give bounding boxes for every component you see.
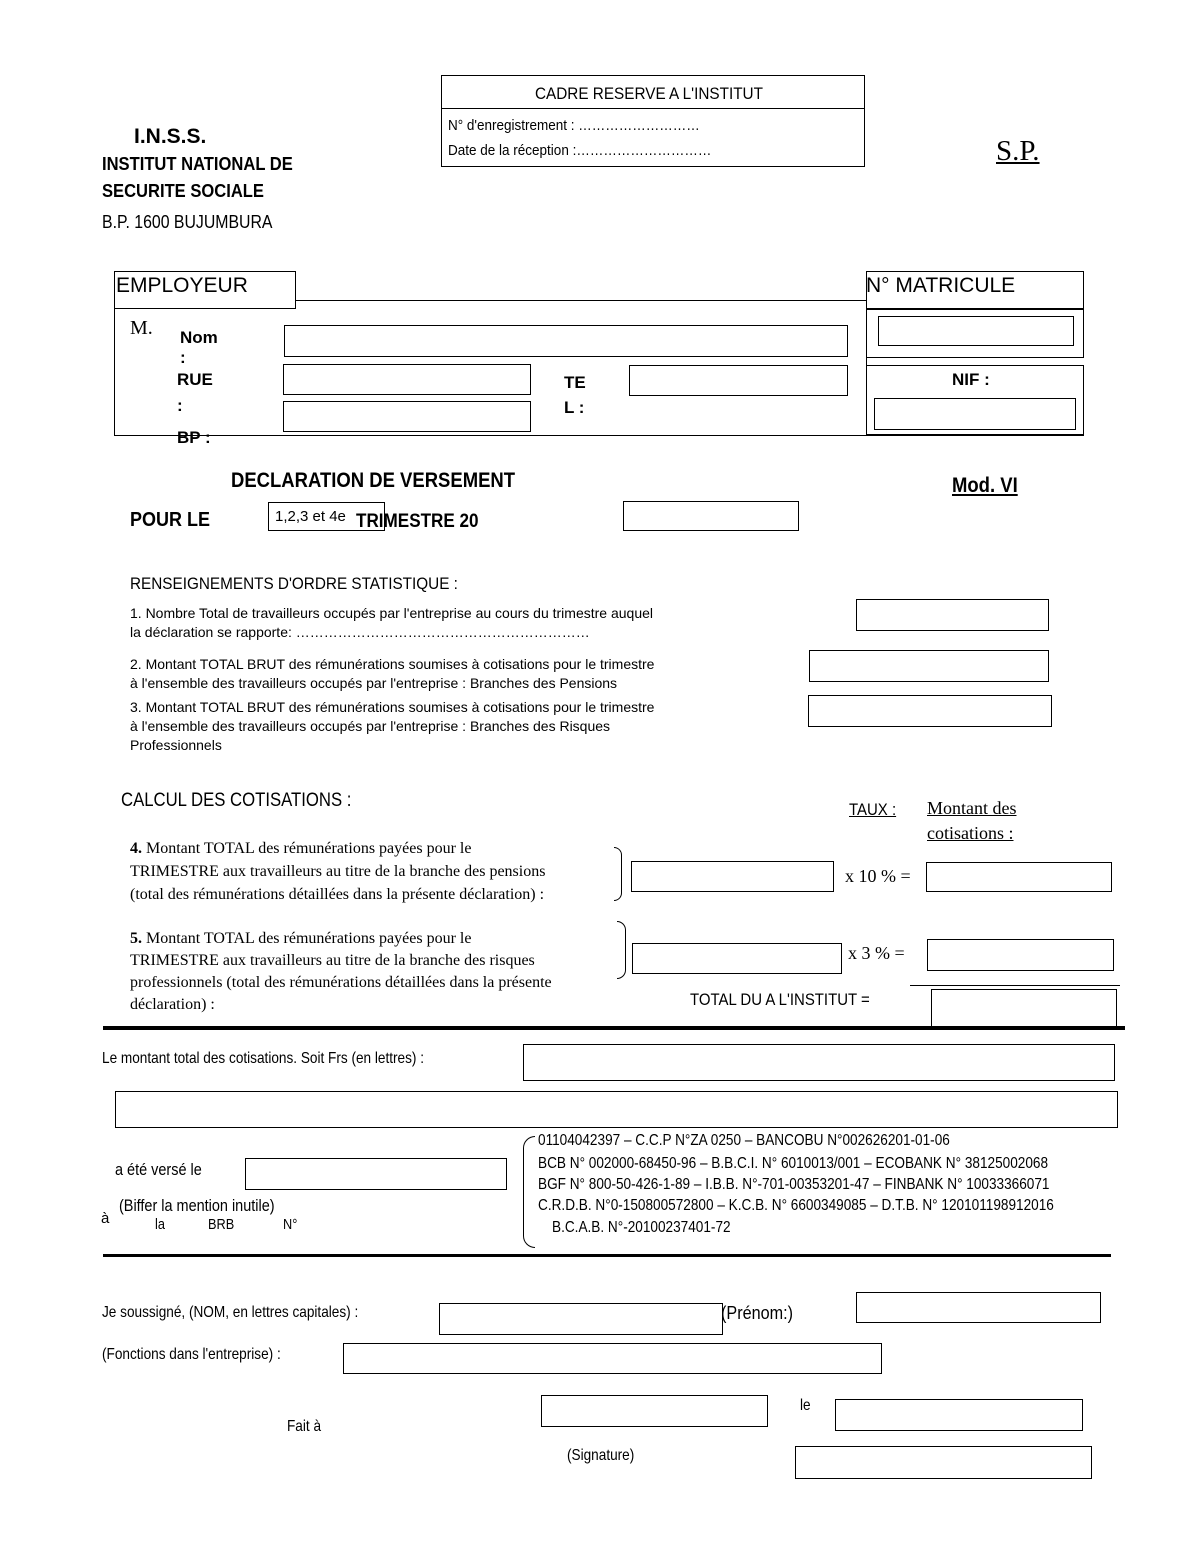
bank-brace <box>523 1136 535 1248</box>
pensions-remuneration-input[interactable] <box>631 861 834 892</box>
item5-line1 <box>130 929 471 948</box>
rate-heading: TAUX : <box>849 800 897 819</box>
stats-item3-line3: Professionnels <box>130 737 222 753</box>
gross-risks-input[interactable] <box>808 695 1052 727</box>
item4-line2: TRIMESTRE aux travailleurs au titre de la branche des pensions <box>130 863 546 880</box>
date-input[interactable] <box>835 1399 1083 1431</box>
item4-line3: (total des rémunérations détaillées dans la présente déclaration) : <box>130 886 545 903</box>
bank-line-5: B.C.A.B. N°-20100237401-72 <box>552 1219 731 1236</box>
year-input[interactable] <box>623 501 799 531</box>
item5-line4: déclaration) : <box>130 996 215 1013</box>
risks-remuneration-input[interactable] <box>632 943 842 974</box>
org-address: B.P. 1600 BUJUMBURA <box>102 212 273 232</box>
item5-line3: professionnels (total des rémunérations détaillées dans la présente <box>130 974 552 991</box>
nom-colon: : <box>180 348 186 367</box>
total-due-input[interactable] <box>931 989 1117 1027</box>
name-input[interactable] <box>439 1303 723 1335</box>
item5-text: Montant TOTAL des rémunérations payées pour le <box>142 930 472 947</box>
risks-contribution-input[interactable] <box>927 939 1114 971</box>
rue-label: RUE <box>177 370 213 389</box>
place-input[interactable] <box>541 1395 768 1427</box>
employer-left-line <box>114 309 115 435</box>
stats-item1-line1: 1. Nombre Total de travailleurs occupés par l'entreprise au cours du trimestre auquel <box>130 605 654 621</box>
paid-on-label: a été versé le <box>115 1160 202 1179</box>
signature-input[interactable] <box>795 1446 1092 1479</box>
quarter-value: 1,2,3 et 4e <box>275 508 346 525</box>
nom-label: Nom <box>180 328 218 347</box>
model-code: Mod. VI <box>952 474 1018 497</box>
item5-brace <box>617 921 626 979</box>
tel-label-1: TE <box>564 373 586 392</box>
amount-letters-label: Le montant total des cotisations. Soit Frs (en lettres) : <box>102 1050 425 1067</box>
org-name-line-1: INSTITUT NATIONAL DE <box>102 154 293 174</box>
section-divider-thick <box>103 1026 1125 1030</box>
section-divider-thick-2 <box>103 1254 1111 1257</box>
bank-line-4: C.R.D.B. N°0-150800572800 – K.C.B. N° 6600349085 – D.T.B. N° 120101198912016 <box>538 1197 1054 1214</box>
amount-letters-input-2[interactable] <box>115 1091 1118 1128</box>
rue-input[interactable] <box>283 364 531 395</box>
bank-line-2: BCB N° 002000-68450-96 – B.B.C.I. N° 6010013/001 – ECOBANK N° 38125002068 <box>538 1155 1049 1172</box>
item4-number: 4. <box>130 840 142 857</box>
la-label: la <box>155 1216 165 1233</box>
reception-date: Date de la réception :………………………… <box>448 142 712 159</box>
bp-input[interactable] <box>283 401 531 432</box>
brb-label: BRB <box>208 1216 235 1233</box>
position-label: (Fonctions dans l'entreprise) : <box>102 1346 281 1363</box>
amount-letters-input[interactable] <box>523 1044 1115 1081</box>
payment-date-input[interactable] <box>245 1158 507 1190</box>
bank-line-1: 01104042397 – C.C.P N°ZA 0250 – BANCOBU N°002626201-01-06 <box>538 1132 950 1149</box>
sp-mark: S.P. <box>996 135 1040 167</box>
calc-heading: CALCUL DES COTISATIONS : <box>121 790 352 811</box>
first-name-label: (Prénom:) <box>721 1303 794 1323</box>
date-label: le <box>800 1397 811 1414</box>
bank-line-3: BGF N° 800-50-426-1-89 – I.B.B. N°-701-00353201-47 – FINBANK N° 10033366071 <box>538 1176 1050 1193</box>
stats-item1-line2: la déclaration se rapporte: ……………………………………………………… <box>130 624 590 640</box>
employer-bottom-line <box>114 435 1084 436</box>
nif-input[interactable] <box>874 398 1076 430</box>
quarter-input[interactable] <box>268 502 385 531</box>
amount-heading-1: Montant des <box>927 798 1017 818</box>
rate-10: x 10 % = <box>845 866 911 886</box>
made-at-label: Fait à <box>287 1418 322 1435</box>
number-label: N° <box>283 1216 298 1233</box>
stats-item3-line1: 3. Montant TOTAL BRUT des rémunérations soumises à cotisations pour le trimestre <box>130 699 655 715</box>
first-name-input[interactable] <box>856 1292 1101 1323</box>
signature-label: (Signature) <box>567 1447 635 1464</box>
undersigned-label: Je soussigné, (NOM, en lettres capitales) : <box>102 1304 359 1321</box>
rate-3: x 3 % = <box>848 943 905 963</box>
total-due-label: TOTAL DU A L'INSTITUT = <box>690 990 870 1009</box>
rue-colon: : <box>177 396 183 415</box>
employer-title: EMPLOYEUR <box>116 274 248 297</box>
a-label: à <box>101 1210 110 1227</box>
stats-item3-line2: à l'ensemble des travailleurs occupés par l'entreprise : Branches des Risques <box>130 718 611 734</box>
tel-label-2: L : <box>564 398 585 417</box>
m-label: M. <box>130 317 153 339</box>
bp-label: BP : <box>177 428 211 447</box>
workers-count-input[interactable] <box>856 599 1049 631</box>
pour-le-label: POUR LE <box>130 509 211 531</box>
org-short-name: I.N.S.S. <box>134 125 207 148</box>
item5-number: 5. <box>130 930 142 947</box>
matricule-label: N° MATRICULE <box>866 274 1016 297</box>
reserved-divider <box>441 108 865 109</box>
pensions-contribution-input[interactable] <box>926 862 1112 892</box>
item4-text: Montant TOTAL des rémunérations payées pour le <box>142 840 472 857</box>
stats-heading: RENSEIGNEMENTS D'ORDRE STATISTIQUE : <box>130 574 458 593</box>
declaration-title: DECLARATION DE VERSEMENT <box>231 469 516 492</box>
item4-brace <box>614 847 622 901</box>
position-input[interactable] <box>343 1343 882 1374</box>
nom-input[interactable] <box>284 325 848 357</box>
item5-line2: TRIMESTRE aux travailleurs au titre de la branche des risques <box>130 952 535 969</box>
matricule-input[interactable] <box>878 316 1074 346</box>
gross-pensions-input[interactable] <box>809 650 1049 682</box>
trimestre-label: TRIMESTRE 20 <box>356 511 479 532</box>
org-name-line-2: SECURITE SOCIALE <box>102 181 264 201</box>
tel-input[interactable] <box>629 365 848 396</box>
item4-line1 <box>130 839 471 858</box>
stats-item2-line1: 2. Montant TOTAL BRUT des rémunérations soumises à cotisations pour le trimestre <box>130 656 655 672</box>
stats-item2-line2: à l'ensemble des travailleurs occupés par l'entreprise : Branches des Pensions <box>130 675 618 691</box>
reserved-title: CADRE RESERVE A L'INSTITUT <box>535 84 763 103</box>
amount-heading-2: cotisations : <box>927 823 1014 843</box>
strike-note: (Biffer la mention inutile) <box>119 1196 275 1215</box>
total-top-line <box>910 985 1120 986</box>
registration-number: N° d'enregistrement : ……………………… <box>448 117 700 134</box>
employer-top-line <box>296 300 866 301</box>
nif-label: NIF : <box>952 370 990 389</box>
